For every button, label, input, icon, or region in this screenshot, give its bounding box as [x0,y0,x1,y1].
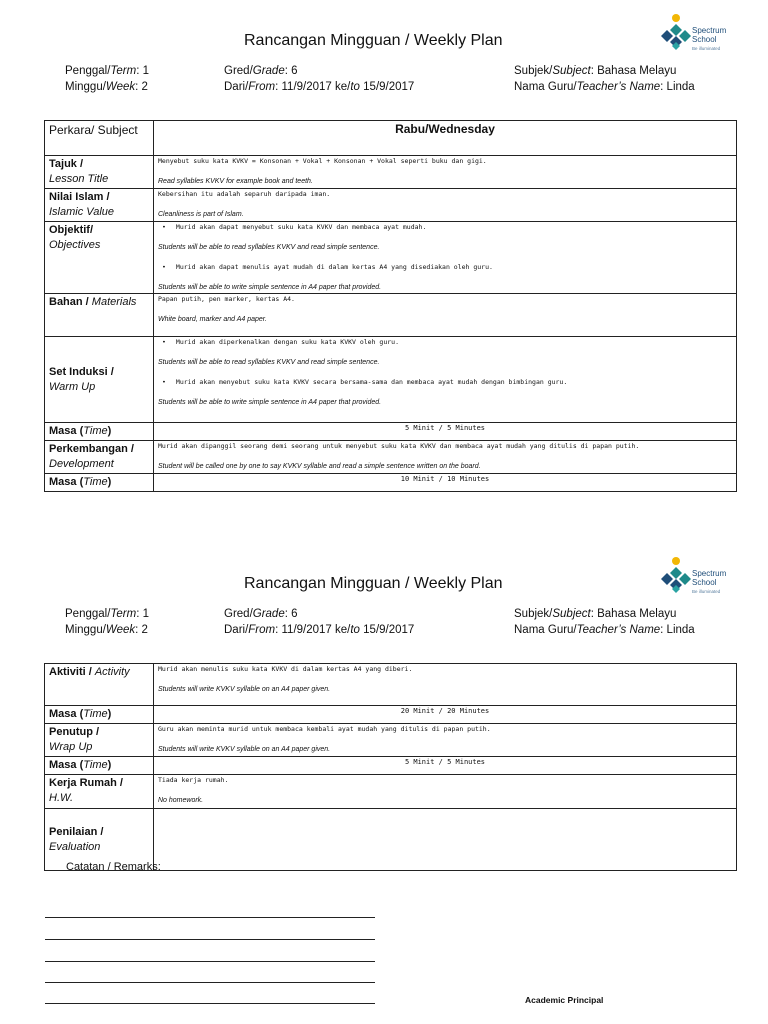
subject-field: Subjek/Subject: Bahasa Melayu [514,65,677,77]
evaluation-content [154,809,737,871]
date-range-field: Dari/From: 11/9/2017 ke/to 15/9/2017 [224,624,415,636]
table-row [45,337,737,423]
warm-up-content: • Murid akan diperkenalkan dengan suku kata KVKV oleh guru. Students will be able to read syllables KVKV and read simple sentence. • Murid akan menyebut suku kata KVKV secara bersama-sama dan membaca ayat mudah dengan bimbingan guru. Students will be able to write simple sentence in A4 paper that provided. [154,337,737,423]
logo-tagline: Be illuminated [692,46,721,51]
time-label: Masa (Time) [45,706,154,724]
term-field: Penggal/Term: 1 [65,65,149,77]
weekly-plan-table-1 [44,120,737,492]
time-value: 10 Minit / 10 Minutes [154,474,737,492]
wrap-up-label: Penutup / Wrap Up [45,724,154,757]
time-value: 5 Minit / 5 Minutes [154,423,737,441]
week-field: Minggu/Week: 2 [65,624,148,636]
table-row [45,222,737,294]
remarks-line [45,982,375,983]
subject-field: Subjek/Subject: Bahasa Melayu [514,608,677,620]
wrap-up-content: Guru akan meminta murid untuk membaca kembali ayat mudah yang ditulis di papan putih. Students will write KVKV syllable on an A4 paper given. [154,724,737,757]
list-item: • Murid akan menyebut suku kata KVKV secara bersama-sama dan membaca ayat mudah dengan bimbingan guru. [158,378,732,387]
spectrum-logo-icon [656,555,696,599]
development-content: Murid akan dipanggil seorang demi seorang untuk menyebut suku kata KVKV dan membaca ayat mudah yang ditulis di papan putih. Student will be called one by one to say KVKV syllable and read a simple sentence written on the board. [154,441,737,474]
logo-tagline: Be illuminated [692,589,721,594]
time-label: Masa (Time) [45,423,154,441]
islamic-value-label: Nilai Islam / Islamic Value [45,189,154,222]
grade-field: Gred/Grade: 6 [224,608,298,620]
time-value: 20 Minit / 20 Minutes [154,706,737,724]
weekly-plan-table-2 [44,663,737,871]
table-row [45,724,737,757]
warm-up-label: Set Induksi / Warm Up [45,337,154,423]
table-row [45,156,737,189]
list-item: • Murid akan dapat menyebut suku kata KVKV dan membaca ayat mudah. [158,223,732,232]
page-title: Rancangan Mingguan / Weekly Plan [244,575,503,592]
list-item: • Murid akan dapat menulis ayat mudah di dalam kertas A4 yang disediakan oleh guru. [158,263,732,272]
table-row [45,189,737,222]
table-row [45,423,737,441]
development-label: Perkembangan / Development [45,441,154,474]
time-label: Masa (Time) [45,757,154,775]
objectives-label: Objektif/ Objectives [45,222,154,294]
grade-field: Gred/Grade: 6 [224,65,298,77]
homework-label: Kerja Rumah / H.W. [45,775,154,809]
logo-name-line2: School [692,35,717,44]
remarks-label: Catatan / Remarks: [66,861,161,873]
date-range-field: Dari/From: 11/9/2017 ke/to 15/9/2017 [224,81,415,93]
remarks-line [45,961,375,962]
table-row [45,757,737,775]
signature-label: Academic Principal [525,995,604,1005]
spectrum-logo-icon [656,12,696,56]
table-row [45,706,737,724]
evaluation-label: Penilaian / Evaluation [45,809,154,871]
objectives-content: • Murid akan dapat menyebut suku kata KVKV dan membaca ayat mudah. Students will be able to read syllables KVKV and read simple sentence. • Murid akan dapat menulis ayat mudah di dalam kertas A4 yang disediakan oleh guru. Students will be able to write simple sentence in A4 paper that provided. [154,222,737,294]
term-field: Penggal/Term: 1 [65,608,149,620]
week-field: Minggu/Week: 2 [65,81,148,93]
teacher-field: Nama Guru/Teacher’s Name: Linda [514,624,695,636]
lesson-title-content: Menyebut suku kata KVKV = Konsonan + Vokal + Konsonan + Vokal seperti buku dan gigi. Read syllables KVKV for example book and teeth. [154,156,737,189]
header-day-cell: Rabu/Wednesday [154,121,737,156]
islamic-value-content: Kebersihan itu adalah separuh daripada iman. Cleanliness is part of Islam. [154,189,737,222]
lesson-title-label: Tajuk / Lesson Title [45,156,154,189]
materials-content: Papan putih, pen marker, kertas A4. White board, marker and A4 paper. [154,294,737,337]
page-title: Rancangan Mingguan / Weekly Plan [244,32,503,49]
table-header-row [45,121,737,156]
table-row [45,474,737,492]
school-logo [656,12,746,56]
remarks-line [45,939,375,940]
table-row [45,441,737,474]
header-subject-cell: Perkara/ Subject [45,121,154,156]
time-label: Masa (Time) [45,474,154,492]
materials-label: Bahan / Materials [45,294,154,337]
teacher-field: Nama Guru/Teacher’s Name: Linda [514,81,695,93]
time-value: 5 Minit / 5 Minutes [154,757,737,775]
school-logo [656,555,746,599]
activity-content: Murid akan menulis suku kata KVKV di dalam kertas A4 yang diberi. Students will write KVKV syllable on an A4 paper given. [154,664,737,706]
logo-name-line1: Spectrum [692,26,727,35]
homework-content: Tiada kerja rumah. No homework. [154,775,737,809]
activity-label: Aktiviti / Activity [45,664,154,706]
list-item: • Murid akan diperkenalkan dengan suku kata KVKV oleh guru. [158,338,732,347]
logo-name-line2: School [692,578,717,587]
remarks-line [45,1003,375,1004]
table-row [45,294,737,337]
table-row [45,775,737,809]
remarks-line [45,917,375,918]
table-row [45,664,737,706]
logo-name-line1: Spectrum [692,569,727,578]
